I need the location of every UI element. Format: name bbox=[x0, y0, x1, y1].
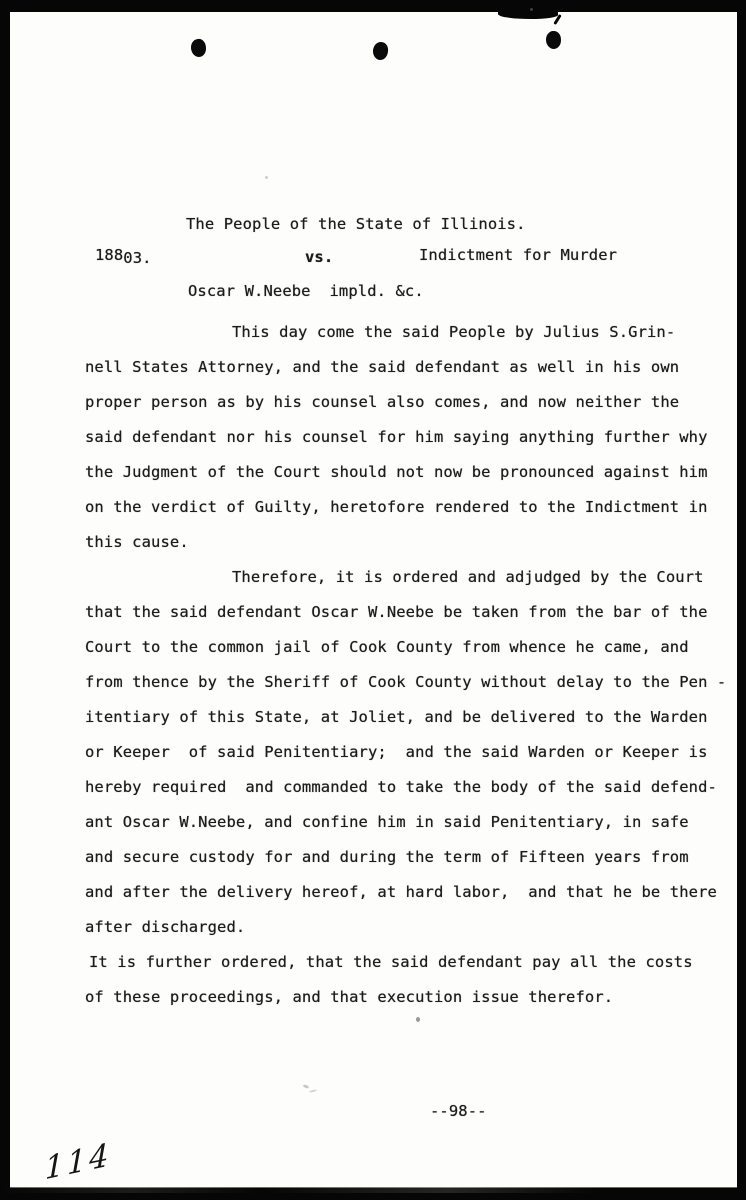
scan-border-bottom-texture bbox=[0, 1187, 746, 1193]
document-line: proper person as by his counsel also comes, and now neither the bbox=[85, 393, 680, 411]
document-line: ant Oscar W.Neebe, and confine him in said Penitentiary, in safe bbox=[85, 813, 689, 831]
scan-border-left bbox=[0, 0, 10, 1200]
scan-speck bbox=[309, 1089, 317, 1093]
case-number bbox=[95, 246, 152, 267]
case-title: The People of the State of Illinois. bbox=[186, 215, 526, 233]
scan-speck bbox=[530, 8, 533, 11]
document-line: that the said defendant Oscar W.Neebe be taken from the bar of the bbox=[85, 603, 708, 621]
scan-border-right bbox=[737, 0, 746, 1200]
document-line: from thence by the Sheriff of Cook County without delay to the Pen - bbox=[85, 673, 727, 691]
document-line: and secure custody for and during the term of Fifteen years from bbox=[85, 848, 689, 866]
document-line: and after the delivery hereof, at hard labor, and that he be there bbox=[85, 883, 717, 901]
page-number: --98-- bbox=[430, 1102, 487, 1120]
case-number-suffix: 03. bbox=[123, 249, 152, 267]
document-line: the Judgment of the Court should not now be pronounced against him bbox=[85, 463, 708, 481]
scan-speck bbox=[303, 1084, 310, 1089]
document-line: this cause. bbox=[85, 533, 189, 551]
document-line: Court to the common jail of Cook County from whence he came, and bbox=[85, 638, 689, 656]
scan-speck bbox=[265, 176, 268, 179]
charge-label: Indictment for Murder bbox=[419, 246, 618, 264]
document-line: or Keeper of said Penitentiary; and the said Warden or Keeper is bbox=[85, 743, 708, 761]
document-line: itentiary of this State, at Joliet, and be delivered to the Warden bbox=[85, 708, 708, 726]
handwritten-folio-number: 114 bbox=[44, 1136, 112, 1188]
order-text-block bbox=[85, 315, 735, 1015]
document-line: on the verdict of Guilty, heretofore rendered to the Indictment in bbox=[85, 498, 708, 516]
ink-blot-artifact bbox=[498, 10, 558, 19]
document-line: nell States Attorney, and the said defendant as well in his own bbox=[85, 358, 680, 376]
punch-hole-right bbox=[545, 30, 562, 49]
document-line: This day come the said People by Julius S.Grin- bbox=[232, 323, 676, 341]
document-line: after discharged. bbox=[85, 918, 246, 936]
case-number-prefix: 188 bbox=[95, 246, 124, 264]
document-line: of these proceedings, and that execution issue therefor. bbox=[85, 988, 614, 1006]
document-line: hereby required and commanded to take the body of the said defend- bbox=[85, 778, 717, 796]
versus-label: vs. bbox=[305, 248, 334, 266]
defendant-name: Oscar W.Neebe impld. &c. bbox=[188, 282, 424, 300]
document-line: Therefore, it is ordered and adjudged by the Court bbox=[232, 568, 704, 586]
scan-speck bbox=[416, 1017, 420, 1022]
document-line: It is further ordered, that the said defendant pay all the costs bbox=[89, 953, 693, 971]
case-caption-row bbox=[0, 246, 746, 268]
document-line: said defendant nor his counsel for him saying anything further why bbox=[85, 428, 708, 446]
punch-hole-center bbox=[372, 41, 388, 60]
scan-border-top bbox=[0, 0, 746, 12]
punch-hole-left bbox=[190, 38, 207, 58]
